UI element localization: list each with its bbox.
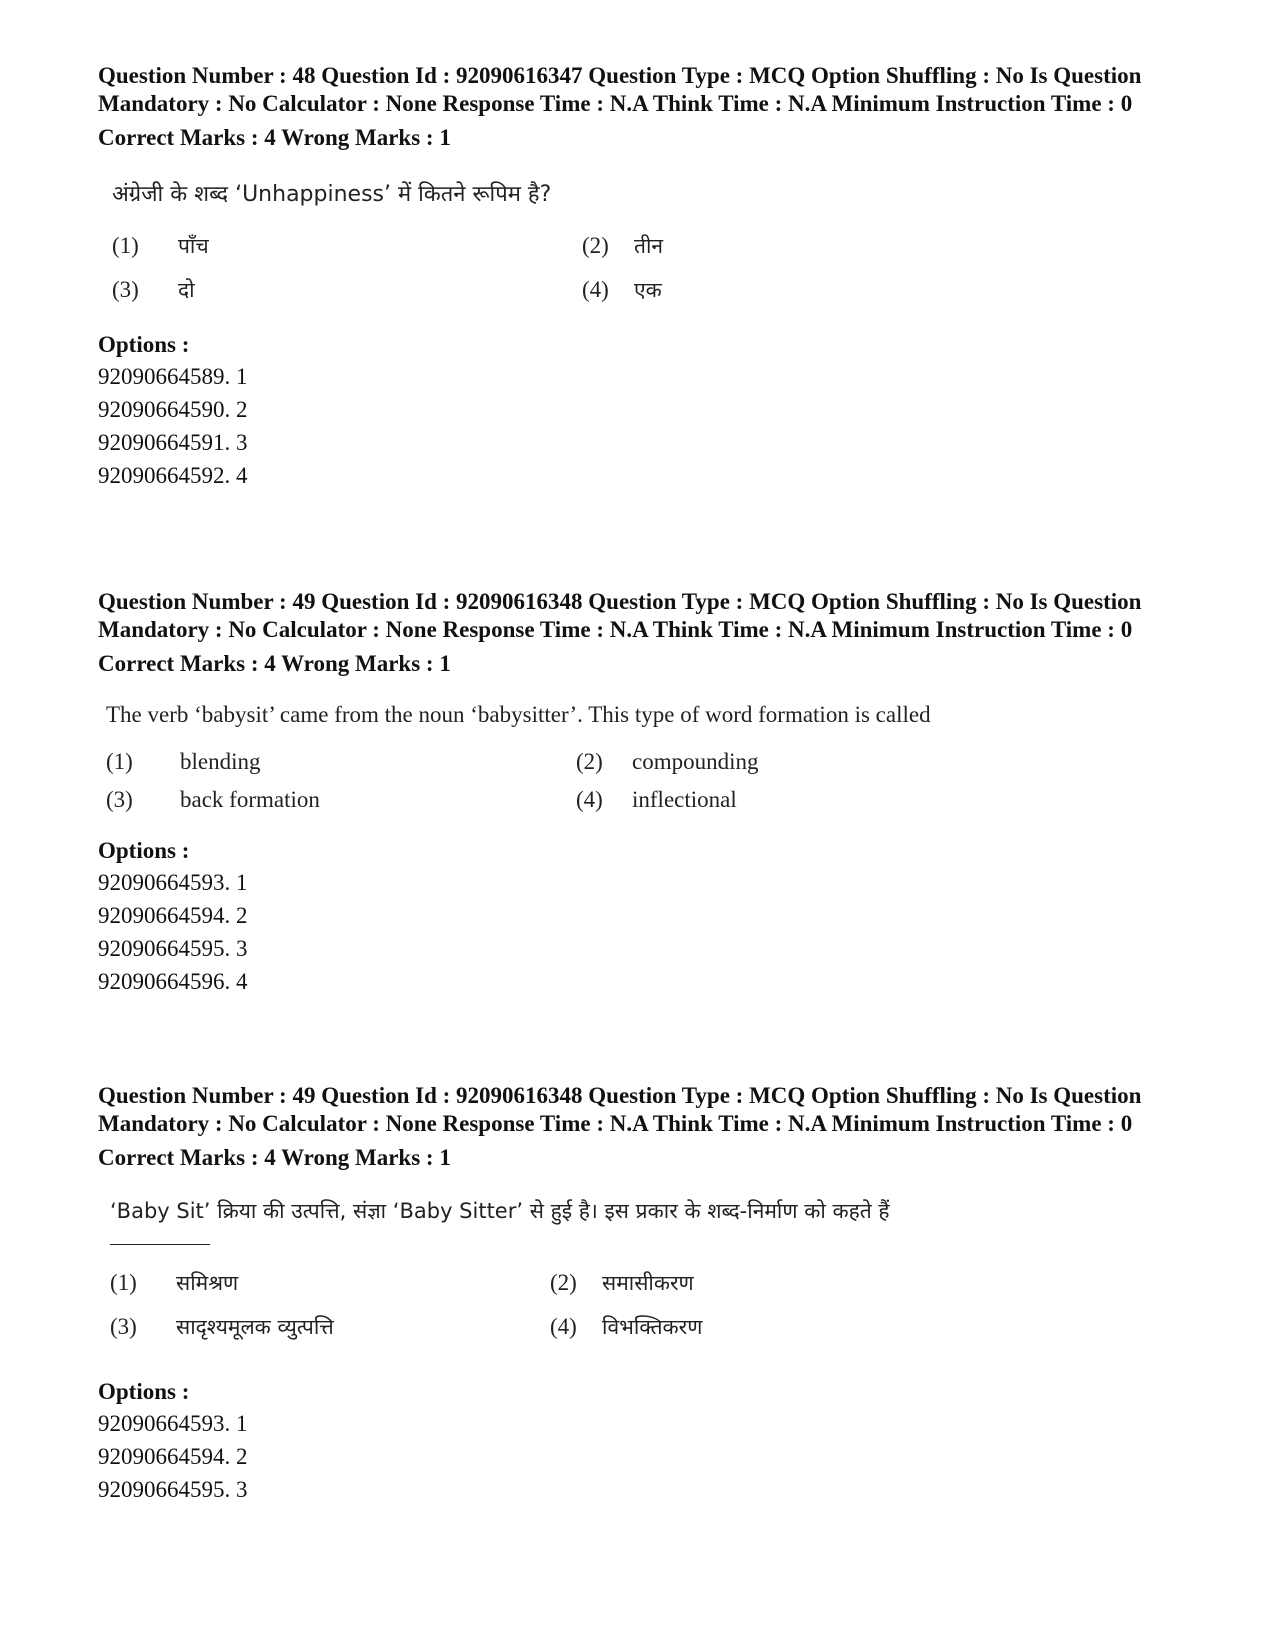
option-item: 92090664592. 4 — [98, 463, 248, 488]
answer-choice — [582, 232, 672, 260]
choice-number: (1) — [112, 233, 139, 258]
options-title: Options : — [98, 332, 190, 357]
choice-text: सादृश्यमूलक व्युत्पत्ति — [176, 1315, 334, 1339]
option-item: 92090664589. 1 — [98, 364, 248, 389]
choice-number: (2) — [576, 749, 603, 774]
choice-text: समिश्रण — [176, 1271, 239, 1295]
option-item: 92090664596. 4 — [98, 969, 248, 994]
option-item: 92090664591. 3 — [98, 430, 248, 455]
option-item: 92090664595. 3 — [98, 1477, 248, 1502]
answer-choice — [112, 232, 392, 260]
answer-choice — [110, 1313, 440, 1341]
choice-text: compounding — [632, 749, 759, 774]
option-item: 92090664594. 2 — [98, 1444, 248, 1469]
options-list — [98, 836, 1178, 998]
answer-choice — [106, 786, 466, 814]
question-text: ‘Baby Sit’ क्रिया की उत्पत्ति, संज्ञा ‘Baby Sitter’ से हुई है। इस प्रकार के शब्द-निर्माण को कहते हैं — [110, 1199, 890, 1223]
choice-text: विभक्तिकरण — [602, 1315, 703, 1339]
options-title: Options : — [98, 838, 190, 863]
choice-number: (2) — [582, 233, 609, 258]
choice-number: (4) — [582, 277, 609, 302]
choice-text: तीन — [634, 234, 664, 258]
choice-text: समासीकरण — [602, 1271, 694, 1295]
choice-text: दो — [178, 278, 195, 302]
answer-choice — [576, 786, 826, 814]
choice-text: back formation — [180, 787, 320, 812]
choice-number: (3) — [110, 1314, 137, 1339]
question-meta: Question Number : 49 Question Id : 92090616348 Question Type : MCQ Option Shuffling : No Is Question Mandatory : No Calculator : None Response Time : N.A Think Time : N.A Minimum Instruction Time : 0 — [98, 1083, 1142, 1136]
options-title: Options : — [98, 1379, 190, 1404]
answer-choice — [110, 1269, 440, 1297]
option-item: 92090664594. 2 — [98, 903, 248, 928]
question-block-48 — [98, 62, 1178, 492]
question-content — [98, 180, 752, 304]
answer-choice — [550, 1313, 770, 1341]
options-list — [98, 1377, 1178, 1506]
choice-number: (3) — [112, 277, 139, 302]
option-item: 92090664593. 1 — [98, 870, 248, 895]
answer-choice — [582, 276, 672, 304]
question-marks: Correct Marks : 4 Wrong Marks : 1 — [98, 1145, 451, 1170]
option-item: 92090664590. 2 — [98, 397, 248, 422]
question-marks: Correct Marks : 4 Wrong Marks : 1 — [98, 125, 451, 150]
choice-text: एक — [634, 278, 662, 302]
choice-text: पाँच — [178, 234, 209, 258]
answer-choices — [106, 748, 826, 814]
choice-number: (4) — [550, 1314, 577, 1339]
choice-number: (2) — [550, 1270, 577, 1295]
answer-choices — [112, 232, 672, 304]
answer-choice — [112, 276, 392, 304]
option-item: 92090664595. 3 — [98, 936, 248, 961]
question-content — [98, 1196, 1050, 1341]
answer-choice — [576, 748, 826, 776]
answer-choice — [106, 748, 466, 776]
question-content — [98, 700, 1046, 814]
choice-number: (3) — [106, 787, 133, 812]
question-meta: Question Number : 49 Question Id : 92090616348 Question Type : MCQ Option Shuffling : No Is Question Mandatory : No Calculator : None Response Time : N.A Think Time : N.A Minimum Instruction Time : 0 — [98, 589, 1142, 642]
choice-number: (1) — [106, 749, 133, 774]
question-block-49-en — [98, 588, 1178, 998]
question-text: The verb ‘babysit’ came from the noun ‘babysitter’. This type of word formation is called — [106, 702, 931, 727]
answer-choices — [110, 1269, 770, 1341]
question-marks: Correct Marks : 4 Wrong Marks : 1 — [98, 651, 451, 676]
answer-choice — [550, 1269, 770, 1297]
question-meta: Question Number : 48 Question Id : 92090616347 Question Type : MCQ Option Shuffling : No Is Question Mandatory : No Calculator : None Response Time : N.A Think Time : N.A Minimum Instruction Time : 0 — [98, 63, 1142, 116]
option-item: 92090664593. 1 — [98, 1411, 248, 1436]
answer-blank — [110, 1230, 210, 1245]
choice-text: inflectional — [632, 787, 737, 812]
options-list — [98, 330, 1178, 492]
choice-number: (1) — [110, 1270, 137, 1295]
choice-text: blending — [180, 749, 261, 774]
question-text: अंग्रेजी के शब्द ‘Unhappiness’ में कितने रूपिम है? — [112, 182, 552, 207]
question-block-49-hi — [98, 1082, 1178, 1506]
choice-number: (4) — [576, 787, 603, 812]
